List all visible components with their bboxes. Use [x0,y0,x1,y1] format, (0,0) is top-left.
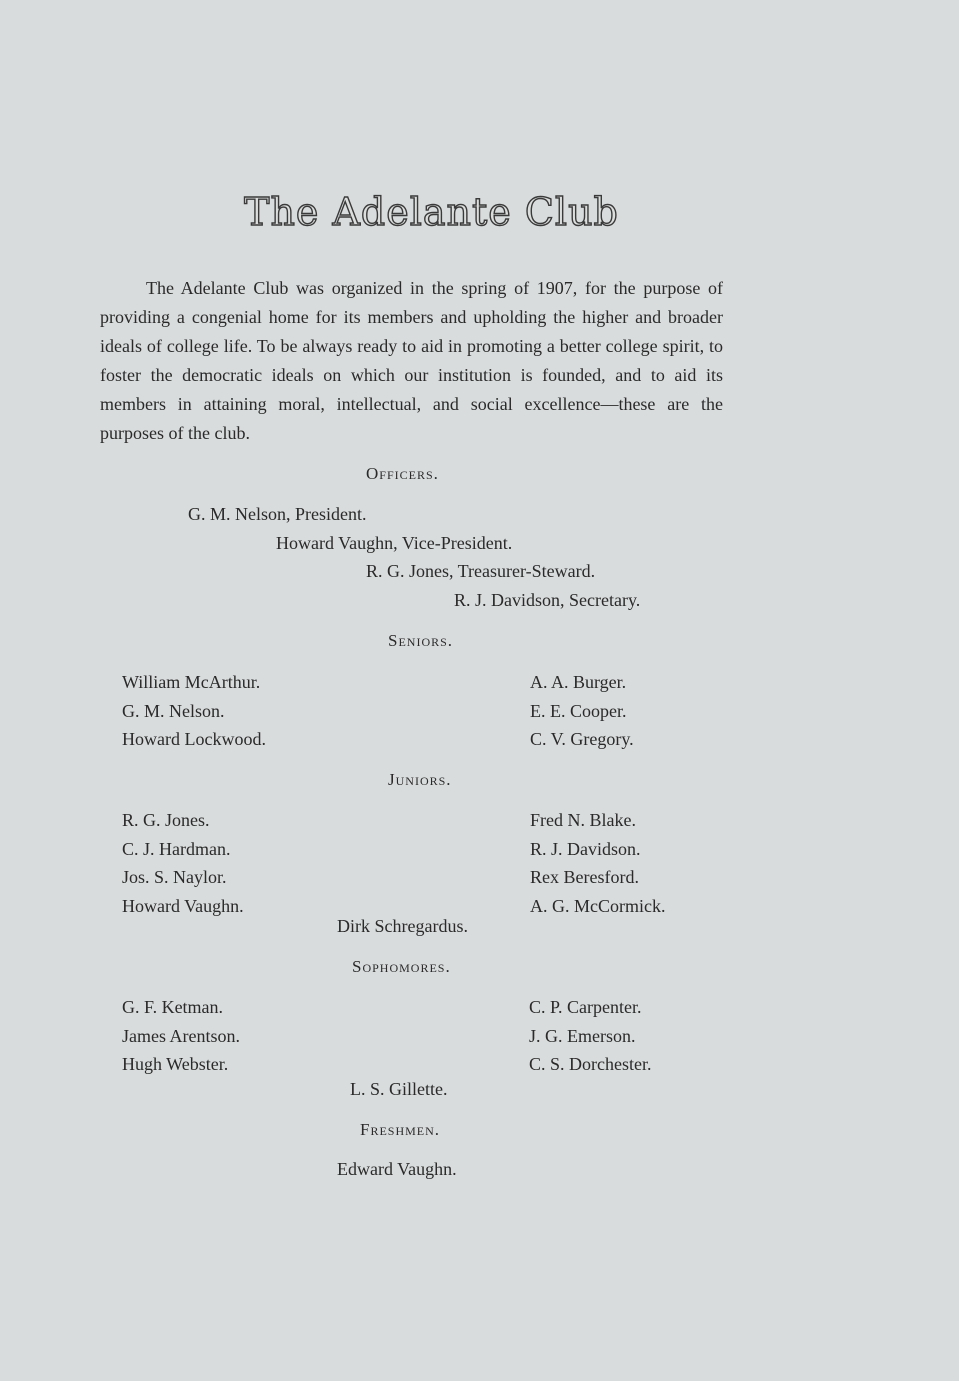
juniors-right-list [530,806,665,920]
officer-treasurer: R. G. Jones, Treasurer-Steward. [366,561,596,581]
list-item: C. J. Hardman. [122,838,231,859]
list-item: C. V. Gregory. [530,729,634,749]
list-item: A. A. Burger. [530,672,627,692]
list-item: Jos. S. Naylor. [122,867,227,887]
intro-paragraph: The Adelante Club was organized in the spring of 1907, for the purpose of providing a congenial home for its members and upholding the higher and broader ideals of college life. To be always ready to aid in promoting a better college spirit, to foster the democratic ideals on which our institution is founded, and to aid its members in attaining moral, intellectual, and social excellence—these are the purposes of the club. [100,278,723,443]
officers-heading: Officers. [366,464,439,483]
list-item: Hugh Webster. [122,1054,229,1074]
officer-president: G. M. Nelson, President. [188,504,367,524]
list-item: Rex Beresford. [530,867,639,887]
list-item: C. S. Dorchester. [529,1054,652,1074]
juniors-heading: Juniors. [388,770,452,789]
list-item: J. G. Emerson. [529,1025,636,1046]
freshmen-heading: Freshmen. [360,1120,441,1139]
list-item: G. F. Ketman. [122,997,224,1017]
page-title [0,190,959,234]
sophomores-right-list [529,993,651,1079]
officer-vice-president: Howard Vaughn, Vice-President. [276,533,513,553]
sophomores-heading: Sophomores. [352,957,451,976]
seniors-left-list [122,668,266,754]
list-item: A. G. McCormick. [530,895,666,916]
list-item: James Arentson. [122,1025,240,1046]
sophomores-center-item: L. S. Gillette. [350,1079,448,1099]
juniors-left-list [122,806,244,920]
officer-secretary: R. J. Davidson, Secretary. [454,590,641,610]
seniors-heading: Seniors. [388,631,454,650]
freshmen-center-item: Edward Vaughn. [337,1159,457,1179]
list-item: C. P. Carpenter. [529,997,642,1017]
list-item: R. G. Jones. [122,810,210,830]
list-item: R. J. Davidson. [530,838,641,859]
list-item: E. E. Cooper. [530,700,627,721]
juniors-center-item: Dirk Schregardus. [337,916,468,936]
list-item: Fred N. Blake. [530,810,636,830]
title-text: The Adelante Club [244,190,619,234]
list-item: Howard Vaughn. [122,895,244,916]
list-item: Howard Lockwood. [122,729,266,749]
sophomores-left-list [122,993,240,1079]
list-item: G. M. Nelson. [122,700,225,721]
list-item: William McArthur. [122,672,261,692]
seniors-right-list [530,668,634,754]
